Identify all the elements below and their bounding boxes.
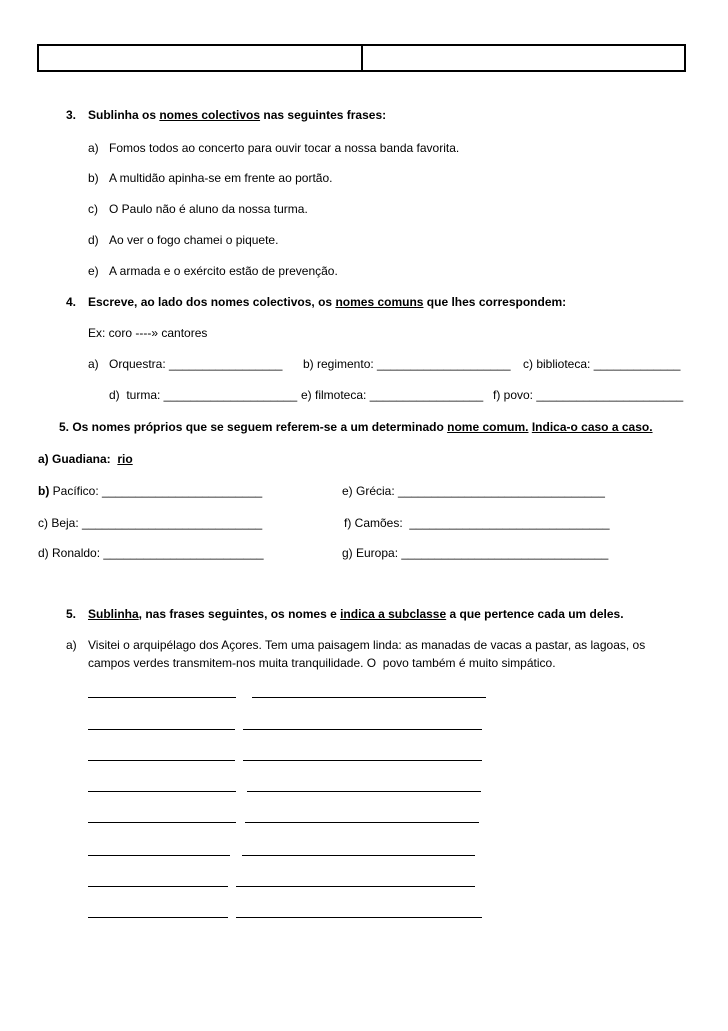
answer-line[interactable] [88, 917, 228, 919]
q5-item-a: a) Guadiana: rio [38, 452, 133, 466]
q5-item-d[interactable]: d) Ronaldo: ________________________ [38, 546, 264, 560]
q3-number: 3. [66, 108, 77, 122]
q4-item-a[interactable]: Orquestra: _________________ [109, 357, 283, 371]
q3-item-label: d) [88, 233, 99, 247]
q5-title: 5. Os nomes próprios que se seguem referem-se a um determinado nome comum. Indica-o caso a caso. [59, 420, 653, 434]
q6-number: 5. [66, 607, 77, 621]
q5-item-c[interactable]: c) Beja: ___________________________ [38, 516, 263, 530]
answer-line[interactable] [88, 729, 235, 731]
q3-item-text: A armada e o exército estão de prevenção. [109, 264, 338, 278]
q6-title: Sublinha, nas frases seguintes, os nomes e indica a subclasse a que pertence cada um deles. [88, 607, 624, 621]
q3-item-text: Fomos todos ao concerto para ouvir tocar a nossa banda favorita. [109, 141, 460, 155]
answer-line[interactable] [88, 791, 236, 793]
q3-item-text: A multidão apinha-se em frente ao portão. [109, 171, 333, 185]
q3-item-label: b) [88, 171, 99, 185]
q4-item-f[interactable]: f) povo: ______________________ [493, 388, 684, 402]
answer-line[interactable] [247, 791, 481, 793]
answer-line[interactable] [88, 822, 236, 824]
answer-line[interactable] [236, 886, 475, 888]
q4-item-b[interactable]: b) regimento: ____________________ [303, 357, 511, 371]
q4-item-c[interactable]: c) biblioteca: _____________ [523, 357, 681, 371]
answer-line[interactable] [243, 760, 482, 762]
q6-item-label: a) [66, 638, 77, 652]
answer-line[interactable] [245, 822, 479, 824]
q3-item-label: c) [88, 202, 98, 216]
header-divider [361, 46, 363, 70]
answer-line[interactable] [242, 855, 475, 857]
q5-item-e[interactable]: e) Grécia: _______________________________ [342, 484, 605, 498]
answer-line[interactable] [88, 886, 228, 888]
q6-item-text-line1: Visitei o arquipélago dos Açores. Tem uma paisagem linda: as manadas de vacas a pastar, as lagoas, os [88, 638, 646, 652]
q3-item-text: Ao ver o fogo chamei o piquete. [109, 233, 279, 247]
q4-item-label: a) [88, 357, 99, 371]
q4-title: Escreve, ao lado dos nomes colectivos, os nomes comuns que lhes correspondem: [88, 295, 567, 309]
q3-item-text: O Paulo não é aluno da nossa turma. [109, 202, 308, 216]
header-table [37, 44, 686, 72]
answer-line[interactable] [236, 917, 482, 919]
q4-example: Ex: coro ----» cantores [88, 326, 208, 340]
q5-item-f[interactable]: f) Camões: ______________________________ [344, 516, 610, 530]
q3-title: Sublinha os nomes colectivos nas seguintes frases: [88, 108, 387, 122]
answer-line[interactable] [243, 729, 482, 731]
answer-line[interactable] [88, 697, 236, 699]
answer-line[interactable] [88, 855, 230, 857]
q5-item-b[interactable]: b) Pacífico: ________________________ [38, 484, 263, 498]
q5-item-g[interactable]: g) Europa: _______________________________ [342, 546, 609, 560]
answer-line[interactable] [252, 697, 486, 699]
q4-item-d[interactable]: d) turma: ____________________ [109, 388, 298, 402]
q4-item-e[interactable]: e) filmoteca: _________________ [301, 388, 484, 402]
q4-number: 4. [66, 295, 77, 309]
q6-item-text-line2: campos verdes transmitem-nos muita tranquilidade. O povo também é muito simpático. [88, 656, 556, 670]
q3-item-label: a) [88, 141, 99, 155]
answer-line[interactable] [88, 760, 235, 762]
q3-item-label: e) [88, 264, 99, 278]
